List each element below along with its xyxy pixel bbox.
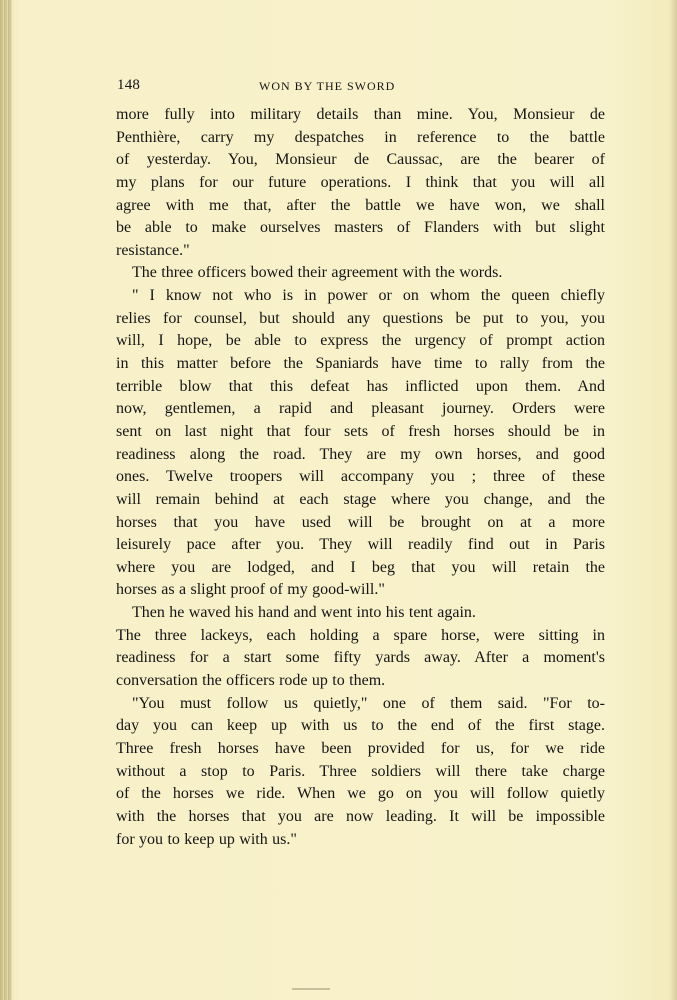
text-line: relies for counsel, but should any questions be put to you, you xyxy=(116,309,605,327)
running-title: WON BY THE SWORD xyxy=(259,79,396,93)
text-line: be able to make ourselves masters of Flanders with but slight xyxy=(116,219,605,237)
text-line: with the horses that you are now leading. It will be impossible xyxy=(116,807,605,825)
text-line: readiness along the road. They are my own horses, and good xyxy=(116,445,605,463)
text-line: terrible blow that this defeat has inflicted upon them. And xyxy=(116,377,605,395)
text-line: for you to keep up with us." xyxy=(116,830,297,848)
text-line: Three fresh horses have been provided for us, for we ride xyxy=(116,739,605,757)
text-line: where you are lodged, and I beg that you will retain the xyxy=(116,558,605,576)
text-line: of yesterday. You, Monsieur de Caussac, are the bearer of xyxy=(116,151,605,169)
text-line: will remain behind at each stage where you change, and the xyxy=(116,490,605,508)
text-line: will, I hope, be able to express the urgency of prompt action xyxy=(116,332,605,350)
text-line: The three lackeys, each holding a spare horse, were sitting in xyxy=(116,626,605,644)
text-line: of the horses we ride. When we go on you will follow quietly xyxy=(116,785,605,803)
text-line: conversation the officers rode up to them. xyxy=(116,672,386,690)
text-line: horses that you have used will be brought on at a more xyxy=(116,513,605,531)
text-line: resistance." xyxy=(116,241,190,259)
text-line: day you can keep up with us to the end of the first stage. xyxy=(116,717,605,735)
paragraph-start-line: "You must follow us quietly," one of them said. "For to- xyxy=(132,694,605,712)
text-line: now, gentlemen, a rapid and pleasant journey. Orders were xyxy=(116,400,605,418)
text-line: more fully into military details than mine. You, Monsieur de xyxy=(116,106,605,123)
page-number: 148 xyxy=(117,77,141,93)
text-line: readiness for a start some fifty yards away. After a moment's xyxy=(116,649,605,667)
running-head xyxy=(117,75,605,97)
paragraph-start-line: Then he waved his hand and went into his tent again. xyxy=(132,604,476,622)
text-line: horses as a slight proof of my good-will." xyxy=(116,581,385,599)
text-line: ones. Twelve troopers will accompany you ; three of these xyxy=(116,468,605,486)
page-bottom-mark xyxy=(292,988,330,990)
text-line: without a stop to Paris. Three soldiers will there take charge xyxy=(116,762,605,780)
text-line: leisurely pace after you. They will readily find out in Paris xyxy=(116,536,605,554)
paragraph-start-line: The three officers bowed their agreement with the words. xyxy=(132,264,503,282)
text-line: Penthière, carry my despatches in reference to the battle xyxy=(116,128,605,146)
page-right-edge xyxy=(669,0,677,1000)
text-line: my plans for our future operations. I think that you will all xyxy=(116,173,605,191)
paragraph-start-line: " I know not who is in power or on whom the queen chiefly xyxy=(132,287,605,305)
body-text xyxy=(116,104,605,851)
text-line: in this matter before the Spaniards have time to rally from the xyxy=(116,355,605,373)
text-line: sent on last night that four sets of fresh horses should be in xyxy=(116,422,605,440)
text-line: agree with me that, after the battle we have won, we shall xyxy=(116,196,605,214)
page-binding-edge xyxy=(0,0,12,1000)
